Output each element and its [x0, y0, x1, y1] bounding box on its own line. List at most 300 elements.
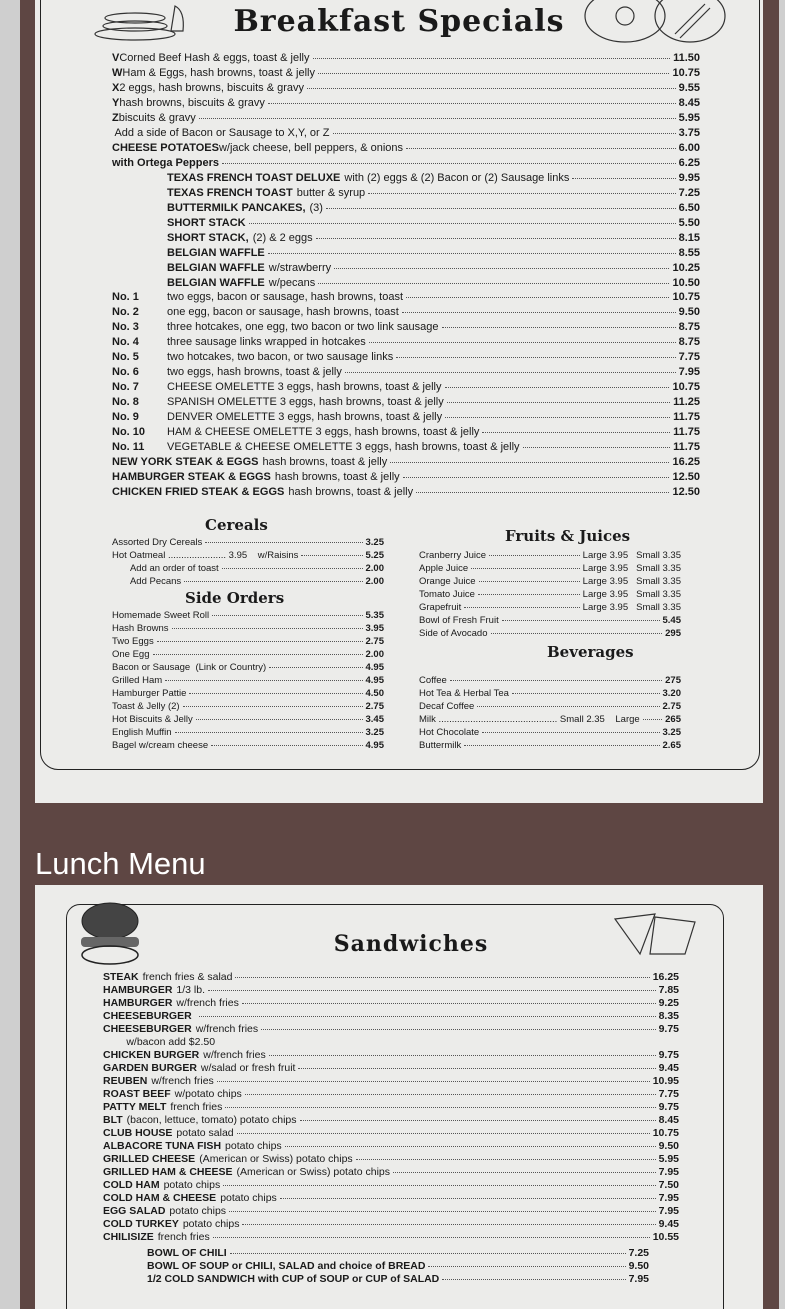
- item-name-bold: CLUB HOUSE: [103, 1127, 173, 1139]
- item-price-small: Small 3.35: [636, 550, 681, 561]
- menu-item-row: [103, 1231, 679, 1244]
- item-name: Corned Beef Hash & eggs, toast & jelly: [119, 52, 310, 64]
- item-price: 11.50: [673, 52, 700, 64]
- item-price: 8.55: [678, 247, 700, 259]
- item-name: Apple Juice: [419, 563, 469, 574]
- item-name-bold: CHEESEBURGER: [103, 1010, 192, 1022]
- menu-item-row: [419, 628, 681, 641]
- item-name: Assorted Dry Cereals: [112, 537, 203, 548]
- menu-item-row: [112, 426, 700, 441]
- item-detail: french fries: [170, 1101, 223, 1113]
- menu-item-row: [167, 202, 700, 217]
- menu-item-row: [103, 1140, 679, 1153]
- breakfast-menu-image: [35, 0, 763, 803]
- item-number: No. 5: [112, 351, 139, 363]
- leader-dots: [491, 633, 663, 634]
- item-detail: w/bacon add $2.50: [103, 1036, 216, 1048]
- menu-item-row: [419, 701, 681, 714]
- cereals-title: Cereals: [205, 516, 268, 534]
- item-name-bold: REUBEN: [103, 1075, 148, 1087]
- item-name-bold: HAMBURGER STEAK & EGGS: [112, 471, 271, 483]
- item-price: 11.75: [673, 441, 700, 453]
- item-price: 9.55: [678, 82, 700, 94]
- item-price: 9.75: [658, 1049, 679, 1061]
- menu-item-row: [112, 610, 384, 623]
- item-price: 3.20: [662, 688, 681, 699]
- item-name: Orange Juice: [419, 576, 476, 587]
- item-price: 10.95: [652, 1075, 679, 1087]
- leader-dots: [478, 594, 580, 595]
- menu-item-row: [112, 127, 700, 142]
- item-detail: french fries & salad: [142, 971, 233, 983]
- menu-item-row: [167, 232, 700, 247]
- item-price: 11.75: [673, 411, 700, 423]
- menu-item-row: [419, 688, 681, 701]
- item-price: 11.25: [673, 396, 700, 408]
- item-name-bold: SHORT STACK: [167, 217, 246, 229]
- item-name-bold: GARDEN BURGER: [103, 1062, 197, 1074]
- item-name: Add Pecans: [112, 576, 182, 587]
- item-name: Homemade Sweet Roll: [112, 610, 210, 621]
- menu-item-row: [112, 563, 384, 576]
- item-name-bold: CHICKEN BURGER: [103, 1049, 200, 1061]
- menu-item-row: [112, 306, 700, 321]
- menu-item-row: [112, 740, 384, 753]
- item-price: 7.95: [658, 1192, 679, 1204]
- side-orders-title: Side Orders: [185, 589, 285, 607]
- item-detail: (3): [309, 202, 323, 214]
- item-code: Y: [112, 97, 120, 109]
- leader-dots: [235, 977, 649, 978]
- leader-dots: [403, 477, 670, 478]
- menu-item-row: [419, 576, 681, 589]
- leader-dots: [298, 1068, 655, 1069]
- item-name: DENVER OMELETTE 3 eggs, hash browns, toast & jelly: [167, 411, 443, 423]
- item-price: 6.25: [678, 157, 700, 169]
- item-detail: potato salad: [176, 1127, 234, 1139]
- item-code: with Ortega Peppers: [112, 157, 219, 169]
- item-price: 9.50: [628, 1260, 649, 1272]
- menu-item-row: [112, 336, 700, 351]
- menu-item-row: [103, 1062, 679, 1075]
- item-price: 2.75: [365, 636, 384, 647]
- item-price: 11.75: [673, 426, 700, 438]
- item-name-bold: BLT: [103, 1114, 123, 1126]
- item-price: 10.75: [672, 381, 700, 393]
- leader-dots: [477, 706, 659, 707]
- leader-dots: [482, 732, 659, 733]
- item-name-bold: STEAK: [103, 971, 139, 983]
- menu-item-row: [103, 1192, 679, 1205]
- item-name: Tomato Juice: [419, 589, 475, 600]
- item-price: 3.75: [678, 127, 700, 139]
- item-name: three sausage links wrapped in hotcakes: [167, 336, 366, 348]
- item-name: Hamburger Pattie: [112, 688, 187, 699]
- item-name: Toast & Jelly (2): [112, 701, 180, 712]
- leader-dots: [222, 568, 363, 569]
- menu-item-row: [419, 740, 681, 753]
- item-price: 3.25: [365, 727, 384, 738]
- leader-dots: [572, 178, 675, 179]
- item-price: 4.95: [365, 675, 384, 686]
- menu-item-row: [419, 589, 681, 602]
- item-name: Buttermilk: [419, 740, 462, 751]
- fruits-juices-title: Fruits & Juices: [505, 527, 631, 545]
- item-detail: w/french fries: [176, 997, 239, 1009]
- leader-dots: [502, 620, 660, 621]
- leader-dots: [450, 680, 662, 681]
- item-price: 7.25: [678, 187, 700, 199]
- item-price: 5.25: [365, 550, 384, 561]
- item-price: 9.75: [658, 1023, 679, 1035]
- item-name: Grilled Ham: [112, 675, 163, 686]
- page-scrollbar[interactable]: [779, 0, 785, 1309]
- item-price: 9.25: [658, 997, 679, 1009]
- item-price-large: Large 3.95: [582, 550, 629, 561]
- leader-dots: [153, 654, 363, 655]
- item-name: hash browns, biscuits & gravy: [119, 97, 265, 109]
- menu-item-row: [112, 112, 700, 127]
- leader-dots: [345, 372, 676, 373]
- menu-item-row: [112, 471, 700, 486]
- item-detail: hash browns, toast & jelly: [288, 486, 414, 498]
- menu-item-row: [419, 714, 681, 727]
- item-number: No. 4: [112, 336, 139, 348]
- leader-dots: [316, 238, 676, 239]
- item-name-bold: COLD TURKEY: [103, 1218, 179, 1230]
- leader-dots: [334, 268, 669, 269]
- leader-dots: [479, 581, 580, 582]
- leader-dots: [217, 1081, 650, 1082]
- item-detail: w/strawberry: [268, 262, 332, 274]
- item-price: 265: [665, 714, 681, 725]
- leader-dots: [333, 133, 676, 134]
- leader-dots: [225, 1107, 655, 1108]
- leader-dots: [268, 103, 676, 104]
- menu-item-row: [103, 1166, 679, 1179]
- menu-item-row: [112, 537, 384, 550]
- item-name: HAM & CHEESE OMELETTE 3 eggs, hash browns, toast & jelly: [167, 426, 480, 438]
- beverages-title: Beverages: [547, 643, 634, 661]
- item-name: One Egg: [112, 649, 150, 660]
- menu-item-row: [112, 701, 384, 714]
- leader-dots: [222, 163, 676, 164]
- side-orders-list: [112, 610, 384, 753]
- item-price: 8.45: [678, 97, 700, 109]
- leader-dots: [445, 387, 670, 388]
- item-price: 3.45: [365, 714, 384, 725]
- item-price: 12.50: [672, 471, 700, 483]
- leader-dots: [280, 1198, 656, 1199]
- sandwiches-title: Sandwiches: [333, 931, 489, 957]
- leader-dots: [183, 706, 363, 707]
- item-name: Hash Browns: [112, 623, 169, 634]
- item-code: X: [112, 82, 120, 94]
- item-name-bold: COLD HAM & CHEESE: [103, 1192, 217, 1204]
- item-name: two hotcakes, two bacon, or two sausage links: [167, 351, 394, 363]
- menu-item-row: [112, 411, 700, 426]
- leader-dots: [157, 641, 363, 642]
- menu-item-row: [103, 1179, 679, 1192]
- item-price: 8.75: [678, 336, 700, 348]
- menu-item-row: [112, 52, 700, 67]
- menu-item-row: [167, 187, 700, 202]
- item-detail: hash browns, toast & jelly: [262, 456, 388, 468]
- item-detail: w/pecans: [268, 277, 316, 289]
- item-name-bold: HAMBURGER: [103, 984, 173, 996]
- leader-dots: [396, 357, 675, 358]
- item-detail: w/french fries: [195, 1023, 259, 1035]
- leader-dots: [213, 1237, 650, 1238]
- item-name: CHEESE OMELETTE 3 eggs, hash browns, toast & jelly: [167, 381, 442, 393]
- menu-item-row: [112, 675, 384, 688]
- soup-chili-list: [147, 1247, 649, 1286]
- item-price: 9.50: [678, 306, 700, 318]
- item-price: 7.95: [658, 1205, 679, 1217]
- item-price: 9.50: [658, 1140, 679, 1152]
- menu-item-row: [103, 1114, 679, 1127]
- menu-item-row: [112, 550, 384, 563]
- item-price: 2.65: [662, 740, 681, 751]
- leader-dots: [230, 1253, 626, 1254]
- item-name-bold: ALBACORE TUNA FISH: [103, 1140, 222, 1152]
- menu-item-row: [419, 602, 681, 615]
- leader-dots: [464, 745, 659, 746]
- menu-item-row: [103, 1075, 679, 1088]
- leader-dots: [208, 990, 656, 991]
- item-name: Bowl of Fresh Fruit: [419, 615, 499, 626]
- menu-item-row: [112, 67, 700, 82]
- item-name: Ham & Eggs, hash browns, toast & jelly: [122, 67, 315, 79]
- item-detail: french fries: [157, 1231, 210, 1243]
- menu-item-row: [112, 714, 384, 727]
- item-price: 6.00: [678, 142, 700, 154]
- leader-dots: [261, 1029, 655, 1030]
- leader-dots: [199, 1016, 656, 1017]
- item-price-large: Large 3.95: [582, 576, 629, 587]
- item-price: 3.25: [365, 537, 384, 548]
- menu-item-row: [419, 550, 681, 563]
- item-price: 9.75: [658, 1101, 679, 1113]
- item-price: 7.25: [628, 1247, 649, 1259]
- leader-dots: [249, 223, 676, 224]
- lunch-menu-heading: Lunch Menu: [35, 846, 206, 881]
- leader-dots: [196, 719, 363, 720]
- item-detail: w/potato chips: [174, 1088, 242, 1100]
- item-number: No. 3: [112, 321, 139, 333]
- leader-dots: [172, 628, 363, 629]
- leader-dots: [402, 312, 676, 313]
- menu-item-row: [103, 1036, 679, 1049]
- item-price: 7.95: [658, 1166, 679, 1178]
- item-price: 2.00: [365, 649, 384, 660]
- item-price: 10.25: [672, 262, 700, 274]
- item-price: 16.25: [652, 971, 679, 983]
- item-price: 8.15: [678, 232, 700, 244]
- item-name: two eggs, bacon or sausage, hash browns, toast: [167, 291, 404, 303]
- item-price: 7.85: [658, 984, 679, 996]
- menu-item-row: [112, 688, 384, 701]
- item-price: 8.35: [658, 1010, 679, 1022]
- leader-dots: [442, 1279, 625, 1280]
- item-name-bold: BOWL OF CHILI: [147, 1247, 227, 1259]
- item-price: 2.00: [365, 576, 384, 587]
- menu-item-row: [112, 321, 700, 336]
- menu-item-row: [103, 997, 679, 1010]
- item-number: No. 1: [112, 291, 139, 303]
- item-price: 4.95: [365, 662, 384, 673]
- item-price: 10.55: [652, 1231, 679, 1243]
- item-price-small: Small 3.35: [636, 576, 681, 587]
- menu-item-row: [112, 662, 384, 675]
- item-name: SPANISH OMELETTE 3 eggs, hash browns, toast & jelly: [167, 396, 444, 408]
- item-price-large: Large 3.95: [582, 589, 629, 600]
- leader-dots: [512, 693, 660, 694]
- item-number: No. 2: [112, 306, 139, 318]
- menu-item-row: [103, 1153, 679, 1166]
- menu-item-row: [103, 1127, 679, 1140]
- item-name: VEGETABLE & CHEESE OMELETTE 3 eggs, hash browns, toast & jelly: [167, 441, 520, 453]
- breakfast-steaks-list: [112, 456, 700, 501]
- leader-dots: [269, 1055, 656, 1056]
- item-name-bold: GRILLED CHEESE: [103, 1153, 196, 1165]
- item-price: 7.95: [678, 366, 700, 378]
- item-name: two eggs, hash browns, toast & jelly: [167, 366, 342, 378]
- leader-dots: [189, 693, 362, 694]
- item-number: No. 11: [112, 441, 145, 453]
- item-price-small: Small 3.35: [636, 602, 681, 613]
- leader-dots: [643, 719, 662, 720]
- item-name: Decaf Coffee: [419, 701, 475, 712]
- item-name: Bacon or Sausage (Link or Country): [112, 662, 267, 673]
- item-name: Side of Avocado: [419, 628, 488, 639]
- item-price: 8.75: [678, 321, 700, 333]
- item-price: 2.75: [662, 701, 681, 712]
- item-price: 16.25: [672, 456, 700, 468]
- menu-item-row: [419, 563, 681, 576]
- leader-dots: [175, 732, 363, 733]
- leader-dots: [300, 1120, 656, 1121]
- leader-dots: [428, 1266, 625, 1267]
- sandwiches-list: [103, 971, 679, 1244]
- menu-item-row: [167, 247, 700, 262]
- left-margin: [0, 0, 20, 1309]
- item-name-bold: TEXAS FRENCH TOAST DELUXE: [167, 172, 341, 184]
- item-price: 7.50: [658, 1179, 679, 1191]
- leader-dots: [242, 1224, 655, 1225]
- item-name-bold: BELGIAN WAFFLE: [167, 247, 265, 259]
- item-name: w/jack cheese, bell peppers, & onions: [218, 142, 404, 154]
- item-detail: (bacon, lettuce, tomato) potato chips: [126, 1114, 297, 1126]
- menu-item-row: [112, 486, 700, 501]
- breakfast-combos-list: [167, 172, 700, 292]
- item-detail: (American or Swiss) potato chips: [236, 1166, 390, 1178]
- breakfast-numbered-list: [112, 291, 700, 456]
- item-price: 5.45: [662, 615, 681, 626]
- item-price: 9.45: [658, 1062, 679, 1074]
- menu-item-row: [103, 1010, 679, 1023]
- item-code: Z: [112, 112, 119, 124]
- leader-dots: [523, 447, 671, 448]
- leader-dots: [211, 745, 362, 746]
- item-number: No. 9: [112, 411, 139, 423]
- item-detail: (2) & 2 eggs: [252, 232, 313, 244]
- leader-dots: [356, 1159, 656, 1160]
- item-price: 3.25: [662, 727, 681, 738]
- item-price-large: Large 3.95: [582, 602, 629, 613]
- item-detail: potato chips: [225, 1140, 282, 1152]
- item-name: Hot Tea & Herbal Tea: [419, 688, 509, 699]
- leader-dots: [313, 58, 671, 59]
- item-price: 2.75: [365, 701, 384, 712]
- item-name: Two Eggs: [112, 636, 154, 647]
- leader-dots: [242, 1003, 656, 1004]
- item-price: 4.50: [365, 688, 384, 699]
- leader-dots: [307, 88, 676, 89]
- leader-dots: [390, 462, 669, 463]
- menu-item-row: [103, 1049, 679, 1062]
- item-detail: potato chips: [163, 1179, 221, 1191]
- item-name: Hot Biscuits & Jelly: [112, 714, 193, 725]
- item-name-bold: CHILISIZE: [103, 1231, 154, 1243]
- menu-item-row: [112, 291, 700, 306]
- item-price: 4.95: [365, 740, 384, 751]
- item-name: English Muffin: [112, 727, 172, 738]
- menu-item-row: [112, 649, 384, 662]
- menu-item-row: [112, 82, 700, 97]
- menu-item-row: [112, 456, 700, 471]
- item-number: No. 8: [112, 396, 139, 408]
- item-name-bold: BELGIAN WAFFLE: [167, 277, 265, 289]
- leader-dots: [471, 568, 580, 569]
- item-detail: w/salad or fresh fruit: [200, 1062, 296, 1074]
- menu-item-row: [419, 675, 681, 688]
- leader-dots: [416, 492, 669, 493]
- leader-dots: [464, 607, 579, 608]
- breakfast-items-list: [112, 52, 700, 172]
- leader-dots: [489, 555, 580, 556]
- item-code: V: [112, 52, 120, 64]
- item-price: 9.95: [678, 172, 700, 184]
- breakfast-specials-title: Breakfast Specials: [233, 4, 565, 39]
- item-number: No. 7: [112, 381, 139, 393]
- menu-item-row: [167, 262, 700, 277]
- item-name: 2 eggs, hash browns, biscuits & gravy: [119, 82, 304, 94]
- item-name-bold: BUTTERMILK PANCAKES,: [167, 202, 306, 214]
- item-name: three hotcakes, one egg, two bacon or two link sausage: [167, 321, 439, 333]
- menu-item-row: [112, 441, 700, 456]
- item-name-bold: CHEESEBURGER: [103, 1023, 192, 1035]
- menu-item-row: [112, 396, 700, 411]
- leader-dots: [482, 432, 670, 433]
- item-price: 7.75: [658, 1088, 679, 1100]
- item-name-bold: PATTY MELT: [103, 1101, 167, 1113]
- menu-item-row: [167, 277, 700, 292]
- item-price: 5.50: [678, 217, 700, 229]
- menu-item-row: [112, 576, 384, 589]
- fruits-juices-list: [419, 550, 681, 641]
- item-price: 5.95: [678, 112, 700, 124]
- item-detail: potato chips: [220, 1192, 277, 1204]
- item-number: No. 6: [112, 366, 139, 378]
- item-price: 10.75: [652, 1127, 679, 1139]
- item-name-bold: GRILLED HAM & CHEESE: [103, 1166, 233, 1178]
- leader-dots: [447, 402, 670, 403]
- leader-dots: [285, 1146, 656, 1147]
- menu-item-row: [103, 1101, 679, 1114]
- menu-item-row: [112, 97, 700, 112]
- item-price: 295: [665, 628, 681, 639]
